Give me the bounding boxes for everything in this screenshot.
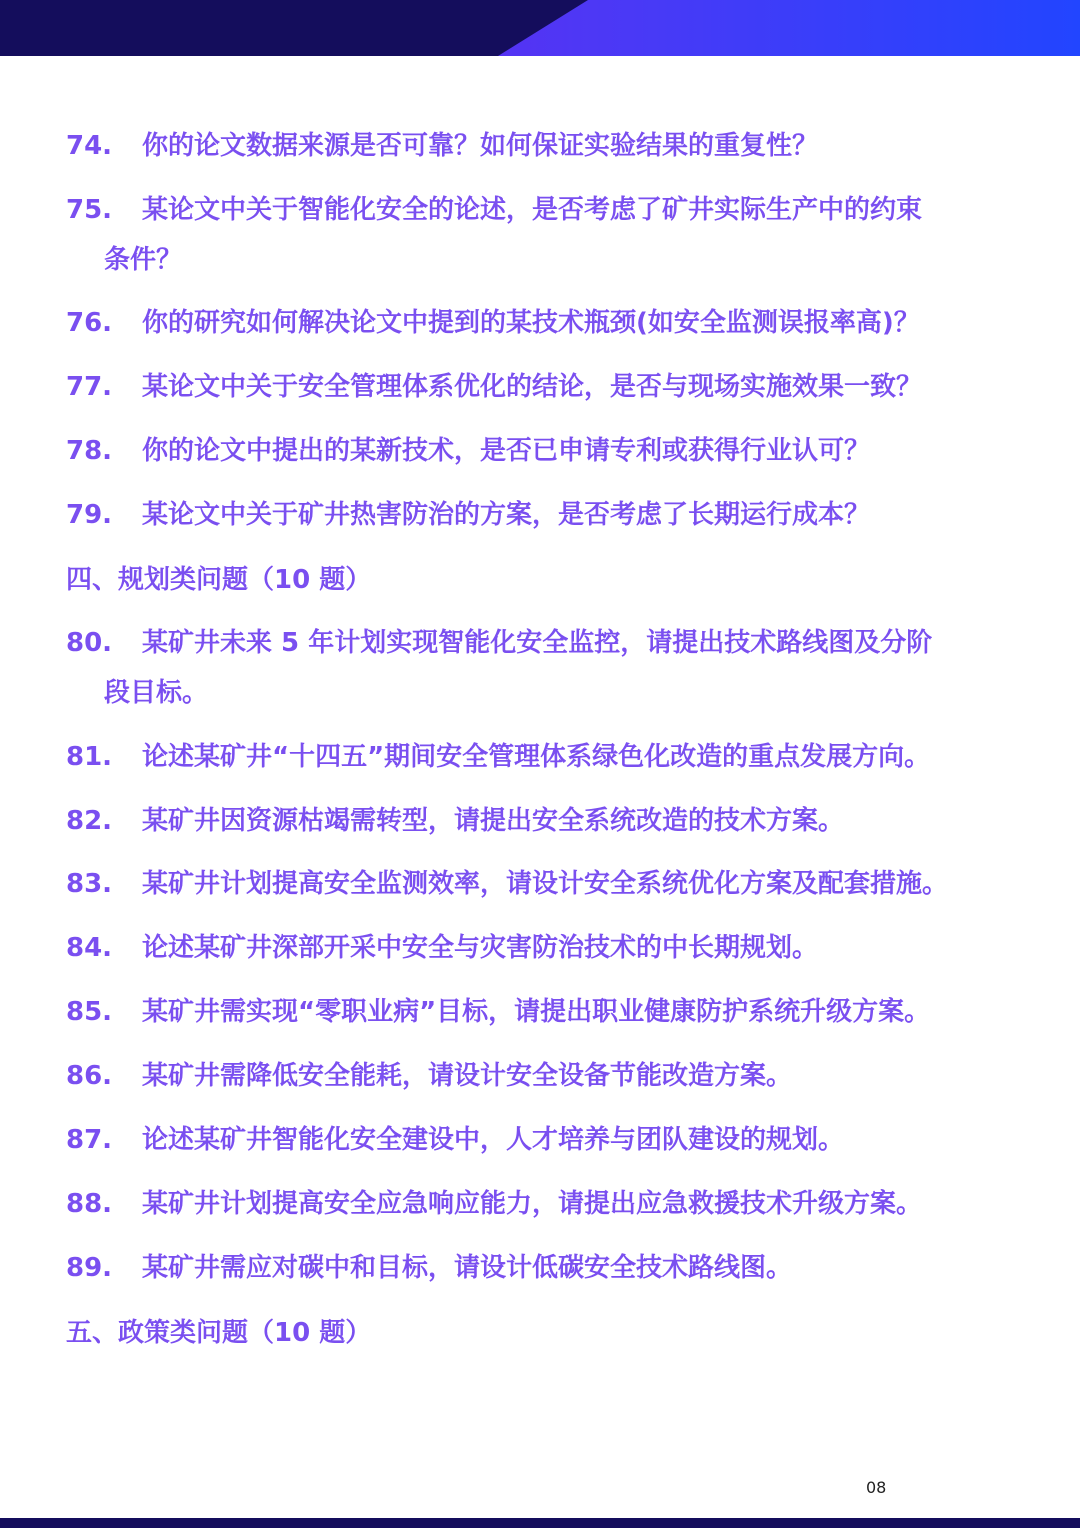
question-text: 某论文中关于安全管理体系优化的结论，是否与现场实施效果一致？ <box>142 372 923 402</box>
question-text-continuation: 条件？ <box>104 245 183 275</box>
question-number: 83. <box>66 869 113 899</box>
question-number: 87. <box>66 1125 113 1155</box>
question-text-continuation: 段目标。 <box>104 678 209 708</box>
question-text: 某矿井计划提高安全应急响应能力，请提出应急救援技术升级方案。 <box>142 1189 923 1219</box>
question-number: 86. <box>66 1061 113 1091</box>
question-number: 84. <box>66 933 113 963</box>
question-number: 77. <box>66 372 113 402</box>
question-text: 论述某矿井“十四五”期间安全管理体系绿色化改造的重点发展方向。 <box>142 742 931 772</box>
question-text: 某矿井需实现“零职业病”目标，请提出职业健康防护系统升级方案。 <box>142 997 931 1027</box>
question-text: 某论文中关于智能化安全的论述，是否考虑了矿井实际生产中的约束 <box>142 195 923 225</box>
question-number: 75. <box>66 195 113 225</box>
question-text: 某矿井计划提高安全监测效率，请设计安全系统优化方案及配套措施。 <box>142 869 949 899</box>
question-text: 你的论文数据来源是否可靠？如何保证实验结果的重复性？ <box>142 131 819 161</box>
question-number: 85. <box>66 997 113 1027</box>
question-text: 某矿井未来 5 年计划实现智能化安全监控，请提出技术路线图及分阶 <box>142 628 933 658</box>
section-heading-planning: 四、规划类问题（10 题） <box>66 565 372 595</box>
question-text: 论述某矿井深部开采中安全与灾害防治技术的中长期规划。 <box>142 933 819 963</box>
question-number: 80. <box>66 628 113 658</box>
question-text: 你的论文中提出的某新技术，是否已申请专利或获得行业认可？ <box>142 436 871 466</box>
question-text: 你的研究如何解决论文中提到的某技术瓶颈(如安全监测误报率高)？ <box>142 308 920 338</box>
question-number: 89. <box>66 1253 113 1283</box>
question-text: 某矿井因资源枯竭需转型，请提出安全系统改造的技术方案。 <box>142 806 845 836</box>
page-number: 08 <box>866 1478 887 1497</box>
question-number: 82. <box>66 806 113 836</box>
question-text: 某矿井需降低安全能耗，请设计安全设备节能改造方案。 <box>142 1061 793 1091</box>
question-number: 79. <box>66 500 113 530</box>
question-text: 论述某矿井智能化安全建设中，人才培养与团队建设的规划。 <box>142 1125 845 1155</box>
question-number: 76. <box>66 308 113 338</box>
question-text: 某论文中关于矿井热害防治的方案，是否考虑了长期运行成本？ <box>142 500 871 530</box>
question-number: 74. <box>66 131 113 161</box>
footer-bar <box>0 1518 1080 1528</box>
question-number: 81. <box>66 742 113 772</box>
question-number: 88. <box>66 1189 113 1219</box>
section-heading-policy: 五、政策类问题（10 题） <box>66 1318 372 1348</box>
question-text: 某矿井需应对碳中和目标，请设计低碳安全技术路线图。 <box>142 1253 793 1283</box>
question-number: 78. <box>66 436 113 466</box>
